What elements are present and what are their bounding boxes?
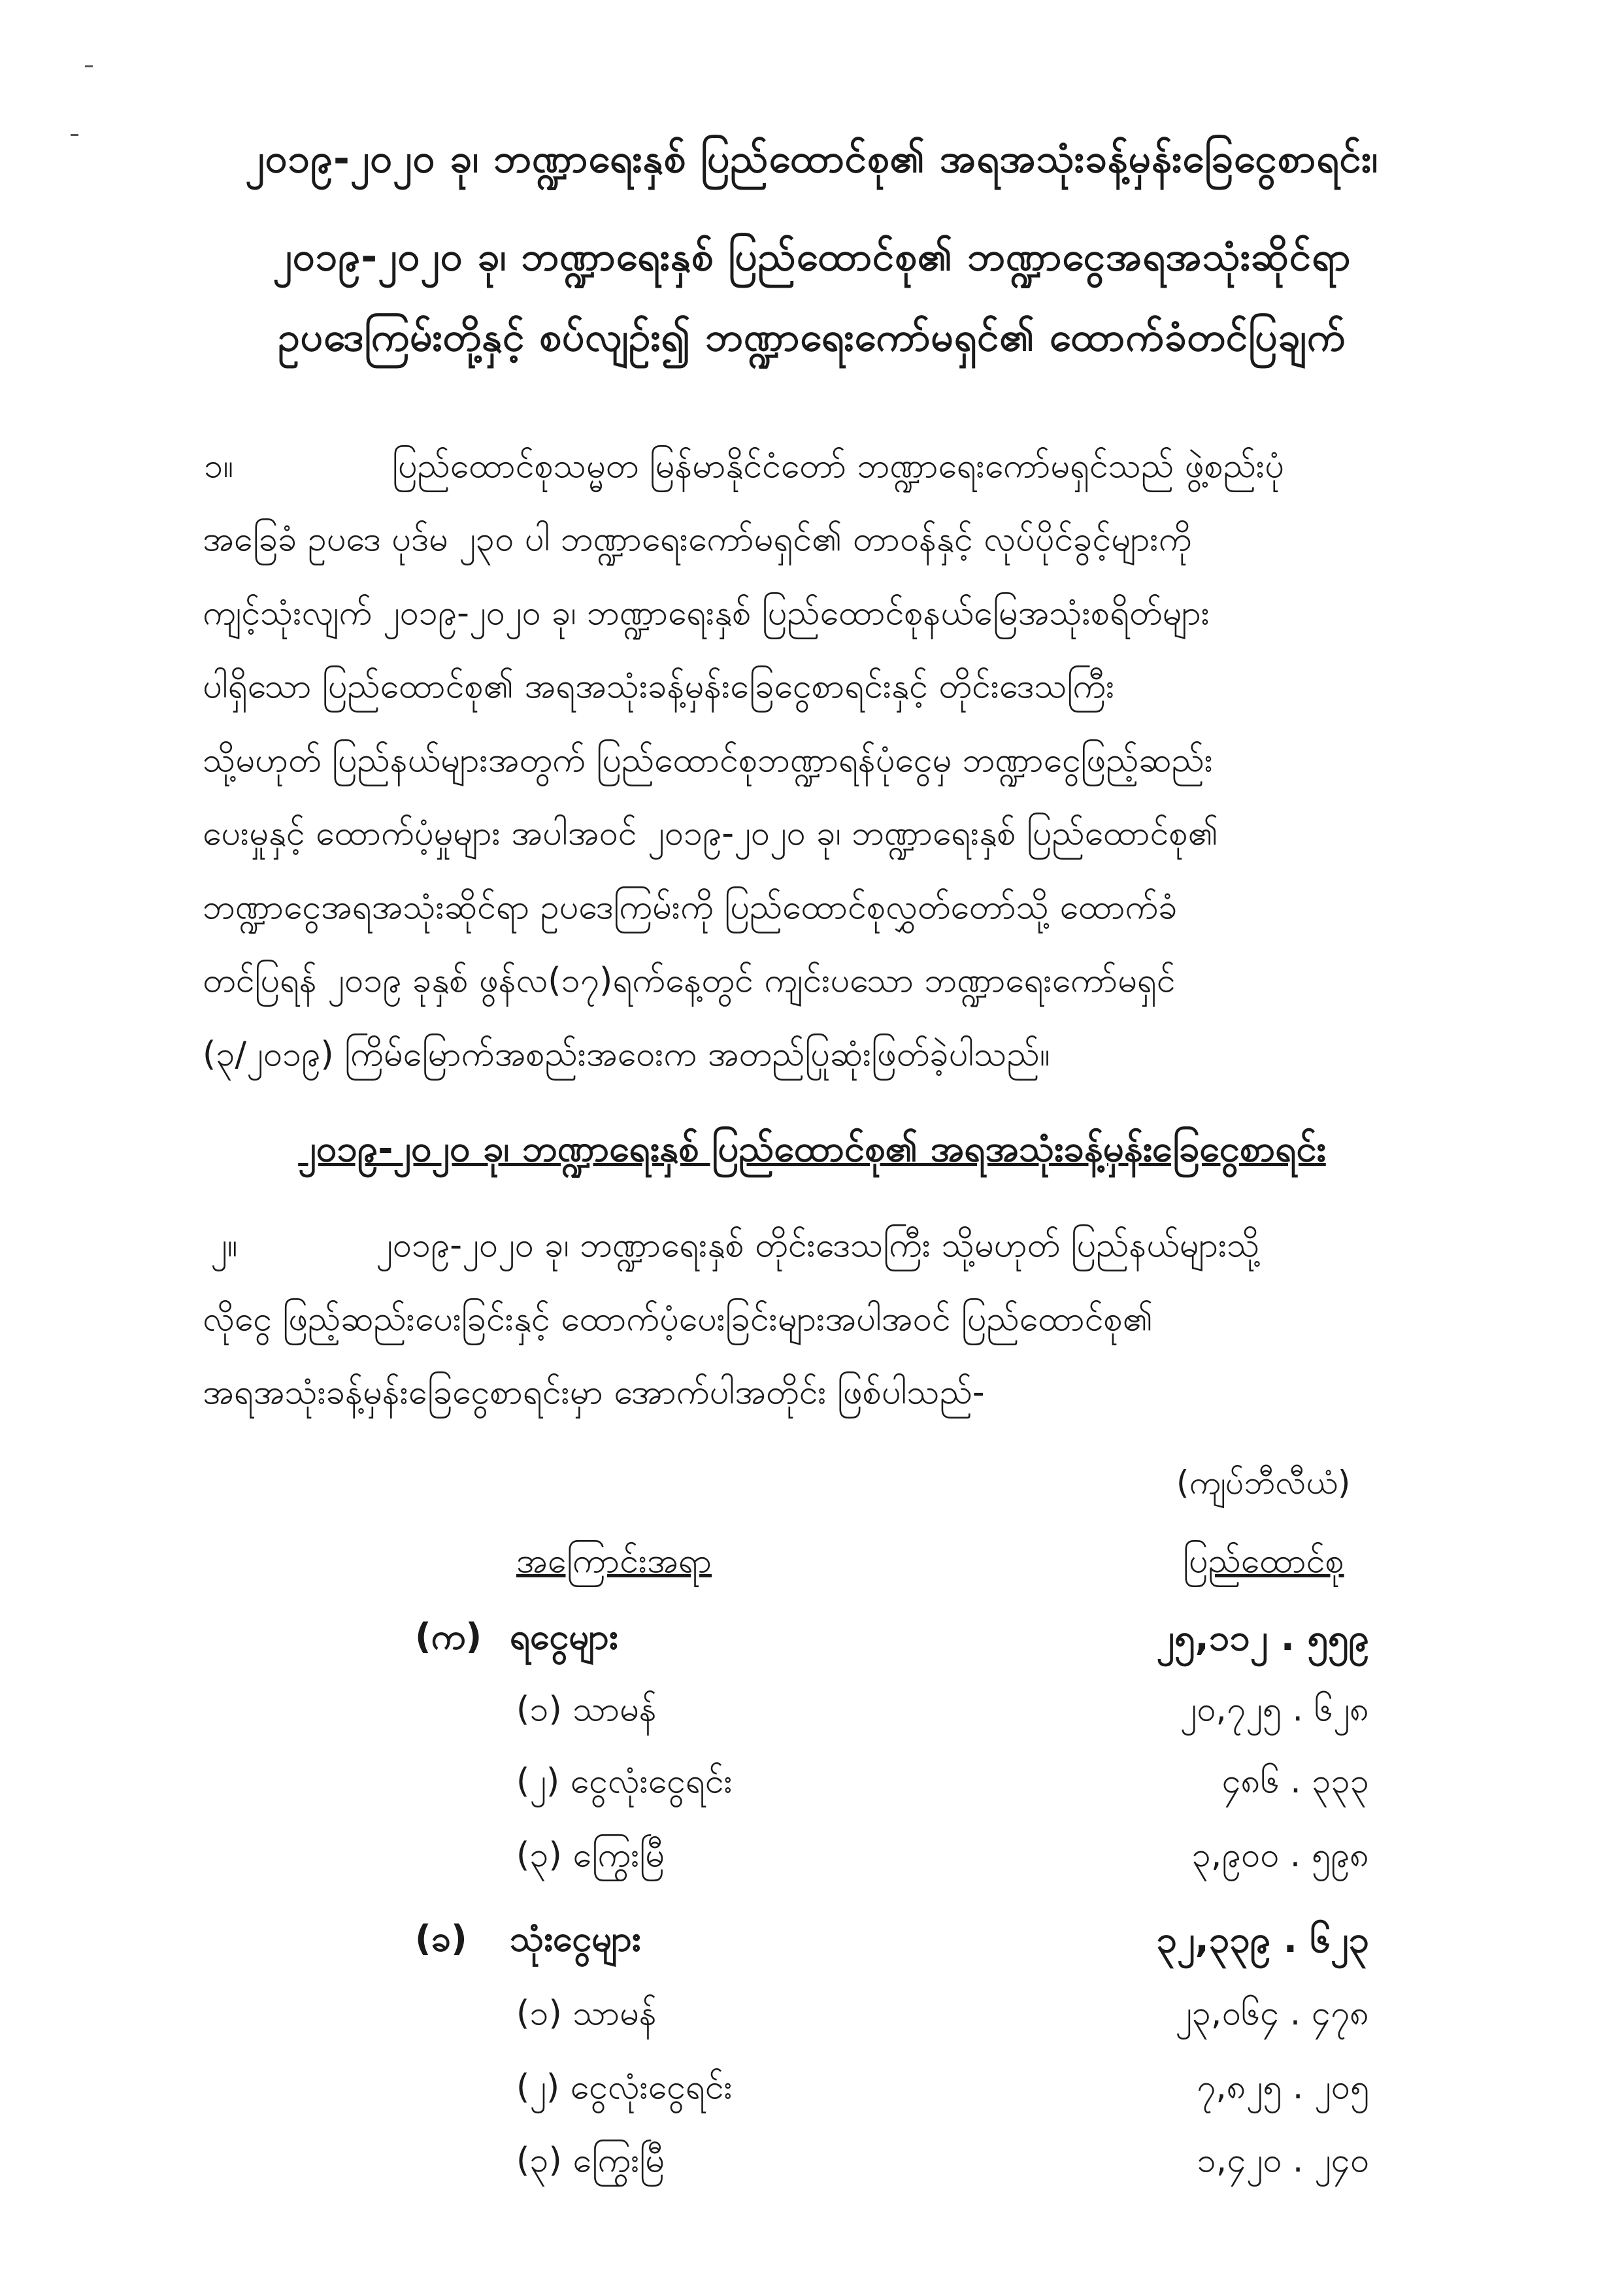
row-label: (၂) ငွေလုံးငွေရင်း — [516, 1762, 733, 1801]
para2-line: ၂၀၁၉-၂၀၂၀ ခု၊ ဘဏ္ဍာရေးနှစ် တိုင်းဒေသကြီး သို့မဟုတ် ပြည်နယ်များသို့ — [376, 1226, 1260, 1265]
para1-number: ၁။ — [204, 446, 233, 486]
para1-line: ဘဏ္ဍာငွေအရအသုံးဆိုင်ရာ ဥပဒေကြမ်းကို ပြည်ထောင်စုလွှတ်တော်သို့ ထောက်ခံ — [203, 888, 1178, 927]
heading-line-2: ၂၀၁၉-၂၀၂၀ ခု၊ ဘဏ္ဍာရေးနှစ် ပြည်ထောင်စု၏ ဘဏ္ဍာငွေအရအသုံးဆိုင်ရာ — [273, 234, 1351, 280]
para1-line: တင်ပြရန် ၂၀၁၉ ခုနှစ် ဖွန်လ(၁၇)ရက်နေ့တွင် ကျင်းပသော ဘဏ္ဍာရေးကော်မရှင် — [203, 961, 1176, 1000]
row-value: ၂၀,၇၂၅ . ၆၂၈ — [1180, 1690, 1369, 1729]
row-value: ၄၈၆ . ၃၃၃ — [1221, 1762, 1369, 1801]
row-label: သုံးငွေများ — [510, 1918, 641, 1959]
unit-label: (ကျပ်ဘီလီယံ) — [1176, 1464, 1351, 1502]
row-label: ရငွေများ — [510, 1616, 618, 1657]
para1-line: ကျင့်သုံးလျက် ၂၀၁၉-၂၀၂၀ ခု၊ ဘဏ္ဍာရေးနှစ် ပြည်ထောင်စုနယ်မြေအသုံးစရိတ်များ — [203, 594, 1210, 633]
row-label: (၃) ကြွေးမြီ — [516, 2141, 665, 2180]
para1-line: သို့မဟုတ် ပြည်နယ်များအတွက် ပြည်ထောင်စုဘဏ္ဍာရန်ပုံငွေမှ ဘဏ္ဍာငွေဖြည့်ဆည်း — [203, 741, 1214, 780]
row-value: ၂၃,၀၆၄ . ၄၇၈ — [1175, 1994, 1369, 2033]
para1-line: (၃/၂၀၁၉) ကြိမ်မြောက်အစည်းအဝေးက အတည်ပြုဆုံးဖြတ်ခဲ့ပါသည်။ — [203, 1035, 1050, 1074]
column-header-subject: အကြောင်းအရာ — [516, 1541, 712, 1581]
row-value: ၁,၄၂၀ . ၂၄၀ — [1197, 2141, 1369, 2180]
row-value: ၇,၈၂၅ . ၂၀၅ — [1197, 2068, 1369, 2107]
heading-line-1: ၂၀၁၉-၂၀၂၀ ခု၊ ဘဏ္ဍာရေးနှစ် ပြည်ထောင်စု၏ အရအသုံးခန့်မှန်းခြေငွေစာရင်း၊ — [245, 136, 1379, 182]
scan-mark — [85, 65, 93, 67]
row-value: ၂၅,၁၁၂ . ၅၅၉ — [1156, 1617, 1369, 1659]
para1-line: ပေးမှုနှင့် ထောက်ပံ့မှုများ အပါအဝင် ၂၀၁၉-၂၀၂၀ ခု၊ ဘဏ္ဍာရေးနှစ် ပြည်ထောင်စု၏ — [203, 814, 1218, 853]
heading-line-3: ဥပဒေကြမ်းတို့နှင့် စပ်လျဉ်း၍ ဘဏ္ဍာရေးကော်မရှင်၏ ထောက်ခံတင်ပြချက် — [278, 314, 1346, 360]
row-label: (၁) သာမန် — [516, 1994, 657, 2033]
row-label: (၃) ကြွေးမြီ — [516, 1836, 665, 1875]
para2-line: အရအသုံးခန့်မှန်းခြေငွေစာရင်းမှာ အောက်ပါအတိုင်း ဖြစ်ပါသည်- — [203, 1373, 985, 1412]
para2-number: ၂။ — [210, 1226, 238, 1265]
row-value: ၃,၉၀၀ . ၅၉၈ — [1191, 1836, 1369, 1875]
column-header-union: ပြည်ထောင်စု — [1183, 1541, 1344, 1581]
row-letter: (က) — [415, 1616, 482, 1657]
budget-subheading: ၂၀၁၉-၂၀၂၀ ခု၊ ဘဏ္ဍာရေးနှစ် ပြည်ထောင်စု၏ အရအသုံးခန့်မှန်းခြေငွေစာရင်း — [298, 1128, 1326, 1170]
para2-line: လိုငွေ ဖြည့်ဆည်းပေးခြင်းနှင့် ထောက်ပံ့ပေးခြင်းများအပါအဝင် ပြည်ထောင်စု၏ — [203, 1300, 1153, 1339]
para1-line: အခြေခံ ဥပဒေ ပုဒ်မ ၂၃၀ ပါ ဘဏ္ဍာရေးကော်မရှင်၏ တာဝန်နှင့် လုပ်ပိုင်ခွင့်များကို — [203, 520, 1192, 559]
row-label: (၁) သာမန် — [516, 1690, 657, 1729]
row-label: (၂) ငွေလုံးငွေရင်း — [516, 2068, 733, 2107]
row-value: ၃၂,၃၃၉ . ၆၂၃ — [1156, 1919, 1369, 1961]
row-letter: (ခ) — [415, 1918, 467, 1959]
para1-line: ပြည်ထောင်စုသမ္မတ မြန်မာနိုင်ငံတော် ဘဏ္ဍာရေးကော်မရှင်သည် ဖွဲ့စည်းပုံ — [392, 446, 1284, 486]
para1-line: ပါရှိသော ပြည်ထောင်စု၏ အရအသုံးခန့်မှန်းခြေငွေစာရင်းနှင့် တိုင်းဒေသကြီး — [203, 667, 1115, 706]
